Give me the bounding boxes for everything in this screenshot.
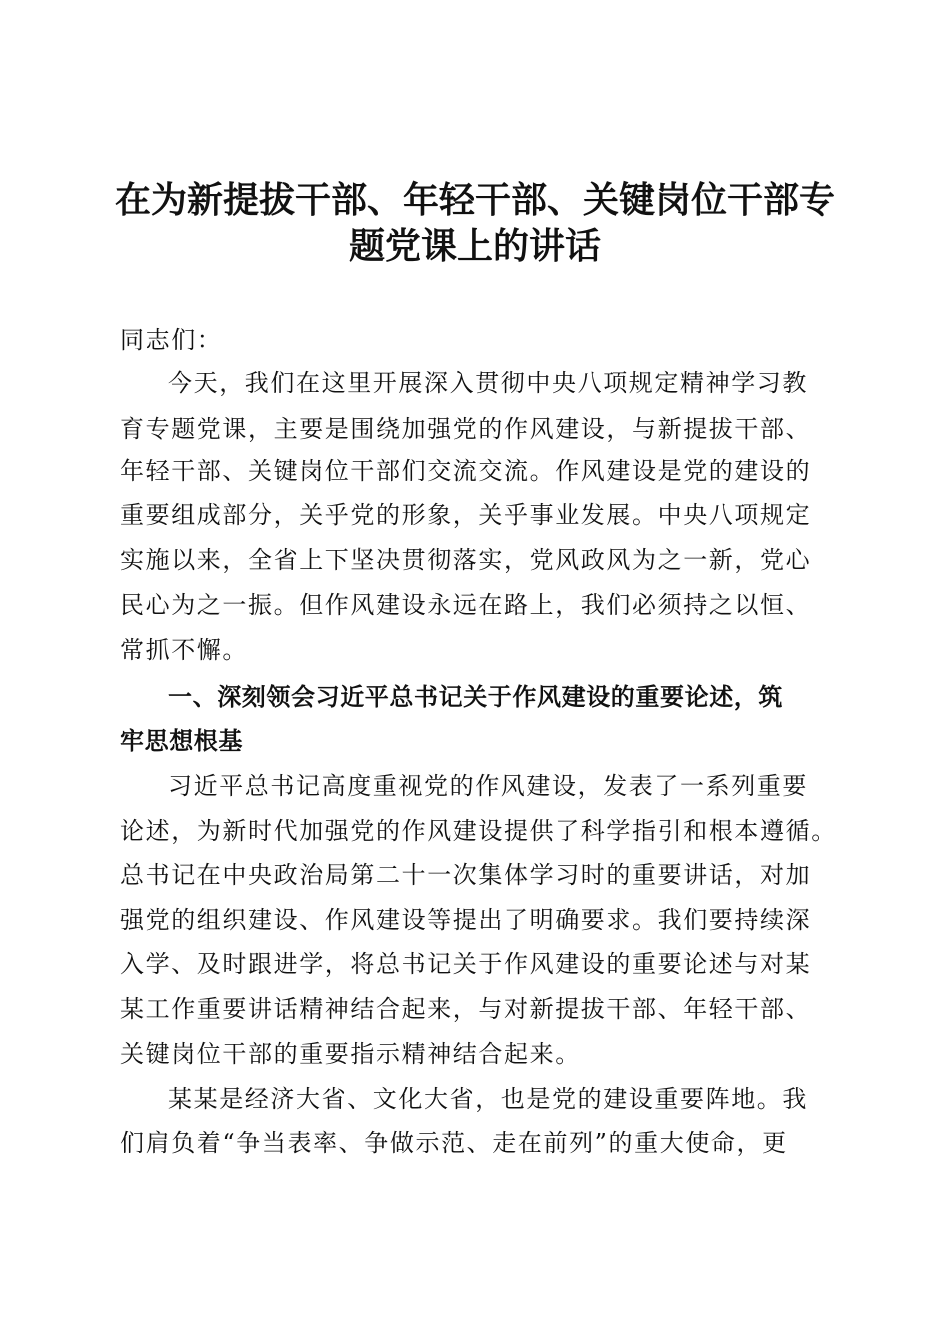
section-heading-1-line: 一、深刻领会习近平总书记关于作风建设的重要论述，筑	[168, 683, 783, 711]
paragraph-1-line: 年轻干部、关键岗位干部们交流交流。作风建设是党的建设的	[120, 457, 812, 485]
paragraph-3-line: 某某是经济大省、文化大省，也是党的建设重要阵地。我	[168, 1085, 808, 1113]
paragraph-2-line: 入学、及时跟进学，将总书记关于作风建设的重要论述与对某	[120, 950, 812, 978]
paragraph-1-line: 育专题党课，主要是围绕加强党的作风建设，与新提拔干部、	[120, 415, 812, 443]
paragraph-3-line: 们肩负着“争当表率、争做示范、走在前列”的重大使命，更	[120, 1129, 788, 1157]
paragraph-2-line: 强党的组织建设、作风建设等提出了明确要求。我们要持续深	[120, 906, 812, 934]
paragraph-1-line: 实施以来，全省上下坚决贯彻落实，党风政风为之一新，党心	[120, 546, 812, 574]
paragraph-2-line: 论述，为新时代加强党的作风建设提供了科学指引和根本遵循。	[120, 817, 837, 845]
paragraph-2-line: 关键岗位干部的重要指示精神结合起来。	[120, 1040, 581, 1068]
paragraph-2-line: 总书记在中央政治局第二十一次集体学习时的重要讲话，对加	[120, 861, 812, 889]
document-title-line-2: 题党课上的讲话	[348, 226, 601, 267]
salutation: 同志们：	[120, 326, 223, 354]
paragraph-1-line: 今天，我们在这里开展深入贯彻中央八项规定精神学习教	[168, 369, 808, 397]
paragraph-1-line: 民心为之一振。但作风建设永远在路上，我们必须持之以恒、	[120, 591, 812, 619]
document-title-line-1: 在为新提拔干部、年轻干部、关键岗位干部专	[114, 180, 835, 221]
section-heading-1-line: 牢思想根基	[120, 727, 243, 755]
paragraph-2-line: 习近平总书记高度重视党的作风建设，发表了一系列重要	[168, 772, 808, 800]
paragraph-1-line: 常抓不懈。	[120, 636, 248, 664]
paragraph-2-line: 某工作重要讲话精神结合起来，与对新提拔干部、年轻干部、	[120, 995, 812, 1023]
paragraph-1-line: 重要组成部分，关乎党的形象，关乎事业发展。中央八项规定	[120, 501, 812, 529]
